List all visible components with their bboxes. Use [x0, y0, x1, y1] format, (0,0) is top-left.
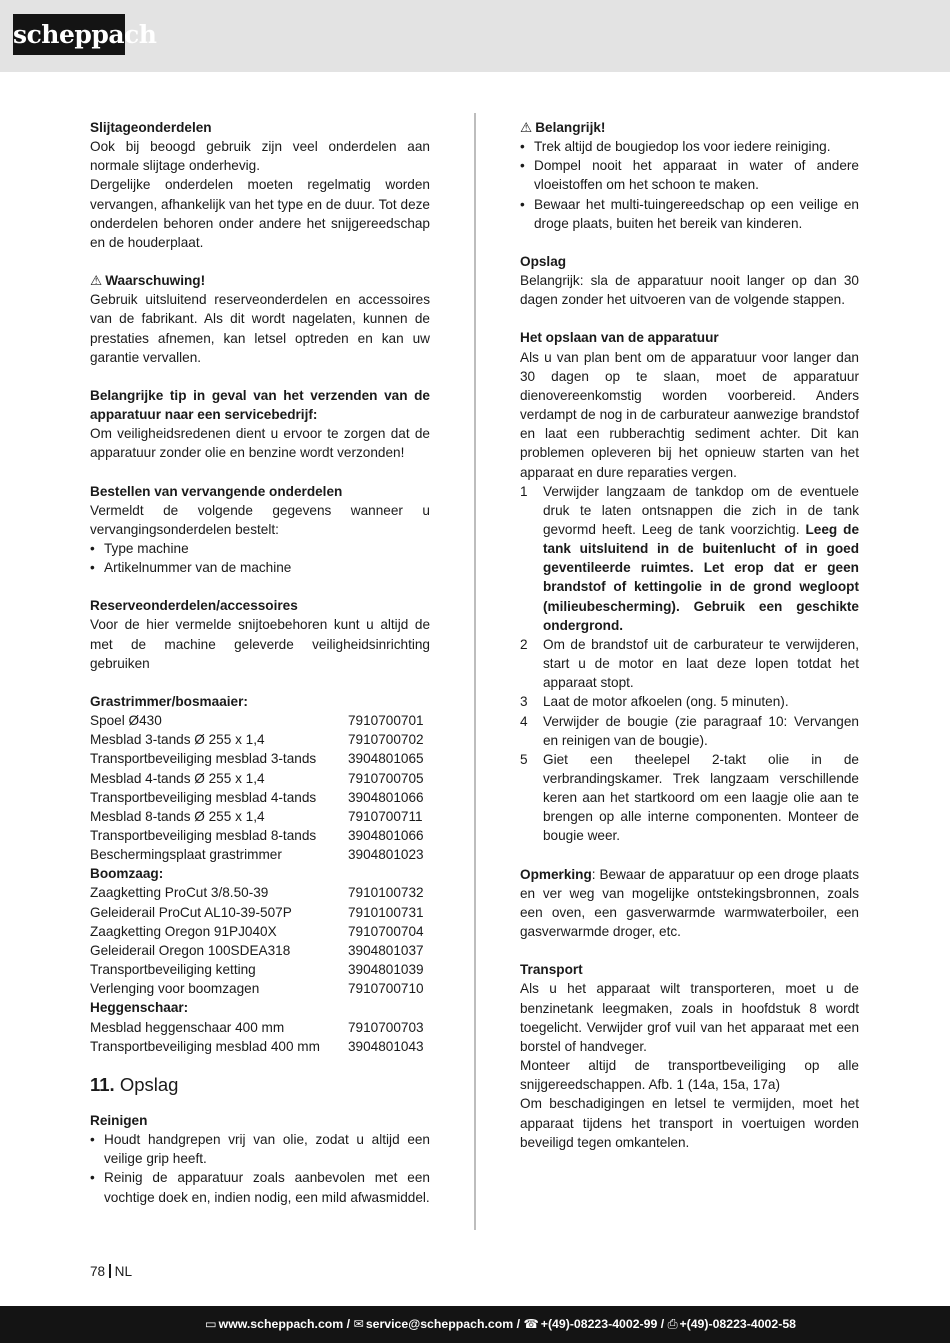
warning-text: Gebruik uitsluitend reserveonderdelen en accessoires van de fabrikant. Als dit wordt nagelaten, kunnen de prestaties afnemen, kan letsel optreden en kan uw garantie vervallen. — [90, 292, 430, 365]
header-bar — [0, 0, 950, 72]
footer-bar — [0, 1306, 950, 1343]
parts-table-saw — [90, 883, 430, 998]
fax-icon: ⎙ — [667, 1317, 678, 1331]
table-row — [90, 960, 430, 979]
table-row — [90, 941, 430, 960]
email-link[interactable]: service@scheppach.com — [365, 1317, 514, 1331]
parts-category-saw: Boomzaag: — [90, 866, 164, 882]
table-row — [90, 903, 430, 922]
parts-table-trimmer — [90, 711, 430, 864]
fax-number: +(49)-08223-4002-58 — [679, 1317, 796, 1331]
part-number: 7910700704 — [348, 923, 424, 939]
parts-category-trimmer: Grastrimmer/bosmaaier: — [90, 693, 248, 709]
important-title: ⚠ Belangrijk! — [520, 118, 859, 137]
step-item: 1 Verwijder langzaam de tankdop om de eventuele druk te laten ontsnappen die zich in de tank gevormd heeft. Leeg de tank voorzichtig. Leeg de tank uitsluitend in de buitenlucht of in goed geventileerde ruimtes. Let erop dat er geen brandstof of kettingolie in de grond wegloopt (milieubescherming). Gebruik een geschikte ondergrond. — [520, 483, 859, 633]
parts-table-hedge — [90, 1018, 430, 1056]
column-divider — [474, 113, 476, 1230]
step-item: 2 Om de brandstof uit de carburateur te verwijderen, start u de motor en laat deze lopen totdat het apparaat stopt. — [520, 636, 859, 691]
part-name: Transportbeveiliging mesblad 4-tands — [90, 789, 317, 805]
list-item: • Bewaar het multi-tuingereedschap op een veilige en droge plaats, buiten het bereik van kinderen. — [520, 195, 859, 233]
part-number: 7910100732 — [348, 885, 424, 901]
shipping-tip-text: Om veiligheidsredenen dient u ervoor te zorgen dat de apparatuur zonder olie en benzine wordt verzonden! — [90, 426, 430, 461]
part-number: 3904801023 — [348, 847, 424, 863]
step-item: 4 Verwijder de bougie (zie paragraaf 10: Vervangen en reinigen van de bougie). — [520, 713, 859, 748]
step-item: 3 Laat de motor afkoelen (ong. 5 minuten). — [520, 694, 789, 710]
table-row — [90, 883, 430, 902]
list-item: • Trek altijd de bougiedop los voor iedere reiniging. — [520, 137, 859, 156]
table-row — [90, 845, 430, 864]
right-column — [520, 118, 859, 1152]
part-name: Zaagketting ProCut 3/8.50-39 — [90, 885, 269, 901]
left-column — [90, 118, 430, 1207]
part-name: Spoel Ø430 — [90, 713, 162, 729]
warning-icon: ⚠ — [520, 120, 533, 135]
part-number: 7910700710 — [348, 981, 424, 997]
part-name: Mesblad heggenschaar 400 mm — [90, 1019, 285, 1035]
part-number: 3904801066 — [348, 789, 424, 805]
parts-category-hedge: Heggenschaar: — [90, 1000, 189, 1016]
transport-text-1: Als u het apparaat wilt transporteren, moet u de benzinetank leegmaken, zoals in hoofdstuk 8 wordt toegelicht. Verwijder grof vuil van het apparaat met een borstel of handveger. — [520, 981, 859, 1054]
table-row — [90, 826, 430, 845]
wear-parts-title: Slijtageonderdelen — [90, 120, 212, 135]
section-11-heading: 11. Opslag — [90, 1073, 179, 1095]
spares-title: Reserveonderdelen/accessoires — [90, 598, 298, 614]
contact-line: ▭ www.scheppach.com / ✉ service@scheppach.com / ☎ +(49)-08223-4002-99 / ⎙ +(49)-08223-4002-58 — [205, 1317, 796, 1331]
page-number: 78 NL — [90, 1264, 133, 1279]
list-item: • Dompel nooit het apparaat in water of andere vloeistoffen om het schoon te maken. — [520, 156, 859, 194]
transport-text-3: Om beschadigingen en letsel te vermijden, moet het apparaat tijdens het transport in voertuigen worden beveiligd tegen omkantelen. — [520, 1096, 859, 1150]
part-name: Geleiderail ProCut AL10-39-507P — [90, 904, 292, 920]
list-item: • Reinig de apparatuur zoals aanbevolen met een vochtige doek en, indien nodig, een mild afwasmiddel. — [90, 1168, 430, 1206]
part-number: 3904801066 — [348, 828, 424, 843]
warning-title: ⚠ Waarschuwing! — [90, 271, 430, 290]
cleaning-title: Reinigen — [90, 1112, 148, 1128]
part-number: 3904801043 — [348, 1038, 424, 1054]
part-number: 7910700702 — [348, 732, 424, 748]
part-name: Transportbeveiliging mesblad 400 mm — [90, 1038, 320, 1054]
part-number: 3904801037 — [348, 942, 424, 958]
ordering-text: Vermeldt de volgende gegevens wanneer u vervangingsonderdelen bestelt: — [90, 502, 430, 537]
step-item: 5 Giet een theelepel 2-takt olie in de verbrandingskamer. Trek langzaam verschillende keren aan het startkoord om een laagje olie aan te brengen op alle interne componenten. Monteer de bougie weer. — [520, 751, 859, 844]
part-number: 7910700705 — [348, 770, 424, 786]
part-name: Beschermingsplaat grastrimmer — [90, 847, 282, 863]
spares-text: Voor de hier vermelde snijtoebehoren kunt u altijd de met de machine geleverde veiligheidsinrichting gebruiken — [90, 617, 430, 671]
part-name: Transportbeveiliging mesblad 8-tands — [90, 828, 317, 843]
table-row — [90, 807, 430, 826]
warning-icon: ⚠ — [90, 273, 103, 289]
transport-text-2: Monteer altijd de transportbeveiliging op alle snijgereedschappen. Afb. 1 (14a, 15a, 17a) — [520, 1058, 859, 1093]
table-row — [90, 730, 430, 749]
part-number: 3904801065 — [348, 751, 424, 767]
transport-title: Transport — [520, 962, 583, 978]
note-paragraph: Opmerking: Bewaar de apparatuur op een droge plaats en ver weg van mogelijke ontstekingsbronnen, zoals een oven, een gasverwarmde warmwaterboiler, een gasverwarmde droger, etc. — [520, 866, 859, 940]
shipping-tip-title: Belangrijke tip in geval van het verzenden van de apparatuur naar een servicebedrijf: — [90, 387, 430, 423]
part-name: Mesblad 4-tands Ø 255 x 1,4 — [90, 770, 265, 786]
part-name: Mesblad 8-tands Ø 255 x 1,4 — [90, 808, 265, 824]
scheppach-logo: scheppach — [13, 14, 125, 55]
list-item: • Houdt handgrepen vrij van olie, zodat u altijd een veilige grip heeft. — [90, 1130, 430, 1168]
storing-title: Het opslaan van de apparatuur — [520, 330, 719, 346]
phone-icon: ☎ — [523, 1317, 539, 1331]
table-row — [90, 1018, 430, 1037]
wear-parts-text-2: Dergelijke onderdelen moeten regelmatig worden vervangen, afhankelijk van het type en de duur. Tot deze onderdelen behoren onder andere het snijgereedschap en de houderplaat. — [90, 177, 430, 250]
part-name: Zaagketting Oregon 91PJ040X — [90, 923, 277, 939]
table-row — [90, 922, 430, 941]
table-row — [90, 1037, 430, 1056]
table-row — [90, 769, 430, 788]
part-number: 7910700703 — [348, 1019, 424, 1035]
wear-parts-text: Ook bij beoogd gebruik zijn veel onderdelen aan normale slijtage onderhevig. — [90, 139, 430, 174]
table-row — [90, 788, 430, 807]
page-separator — [109, 1264, 111, 1278]
part-name: Transportbeveiliging ketting — [90, 962, 256, 978]
table-row — [90, 749, 430, 768]
part-name: Verlenging voor boomzagen — [90, 981, 260, 997]
part-name: Mesblad 3-tands Ø 255 x 1,4 — [90, 732, 265, 748]
part-number: 7910700711 — [348, 808, 423, 824]
ordering-title: Bestellen van vervangende onderdelen — [90, 483, 343, 499]
table-row — [90, 711, 430, 730]
part-number: 7910100731 — [348, 904, 424, 920]
computer-icon: ▭ — [205, 1317, 217, 1331]
website-link[interactable]: www.scheppach.com — [218, 1317, 344, 1331]
list-item: • Artikelnummer van de machine — [90, 558, 430, 577]
phone-number: +(49)-08223-4002-99 — [540, 1317, 658, 1331]
part-number: 7910700701 — [348, 713, 424, 729]
part-name: Geleiderail Oregon 100SDEA318 — [90, 942, 291, 958]
list-item: • Type machine — [90, 539, 430, 558]
mail-icon: ✉ — [353, 1317, 364, 1331]
storage-text: Belangrijk: sla de apparatuur nooit langer op dan 30 dagen zonder het uitvoeren van de volgende stappen. — [520, 273, 859, 308]
part-name: Transportbeveiliging mesblad 3-tands — [90, 751, 317, 767]
storing-text: Als u van plan bent om de apparatuur voor langer dan 30 dagen op te slaan, moet de apparatuur dienovereenkomstig worden voorbereid. Anders verdampt de nog in de carburateur aanwezige brandstof en laat een rubberachtig sediment achter. Dit kan problemen opleveren bij het opnieuw starten van het apparaat en dure reparaties vergen. — [520, 349, 859, 480]
storage-title: Opslag — [520, 253, 567, 269]
table-row — [90, 979, 430, 998]
part-number: 3904801039 — [348, 962, 424, 978]
